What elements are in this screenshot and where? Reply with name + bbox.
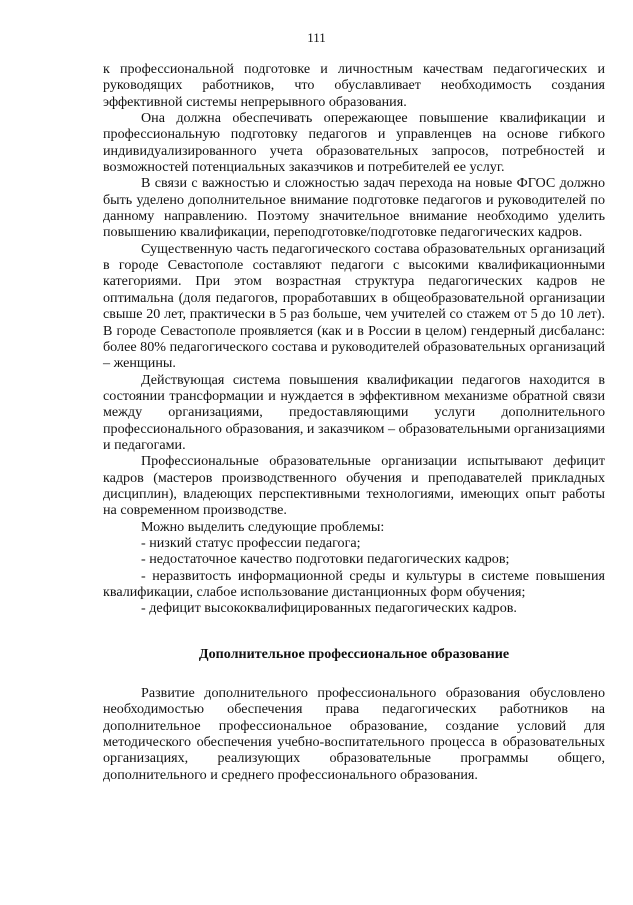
list-item: - недостаточное качество подготовки педагогических кадров;: [141, 551, 510, 568]
paragraph-continuation: к профессиональной подготовке и личностным качествам педагогических и руководящих работников, что обуславливает необходимость создания эффективной системы непрерывного образования.: [103, 61, 605, 110]
paragraph-staff-deficit: Профессиональные образовательные организации испытывают дефицит кадров (мастеров производственного обучения и преподавателей прикладных дисциплин), владеющих перспективными технологиями, имеющих опыт работы на современном производстве.: [103, 453, 605, 519]
problems-list: [103, 535, 605, 617]
paragraph-additional-education: Развитие дополнительного профессионального образования обусловлено необходимостью обеспечения права педагогических работников на дополнительное профессиональное образование, создание условий для методического обеспечения учебно-воспитательного процесса в образовательных организациях, реализующих образовательные программы общего, дополнительного и среднего профессионального образования.: [103, 685, 605, 783]
list-item: - дефицит высококвалифицированных педагогических кадров.: [141, 600, 517, 617]
section-heading: Дополнительное профессиональное образование: [198, 645, 510, 662]
document-body: [103, 61, 605, 783]
paragraph-continuous-education: Она должна обеспечивать опережающее повышение квалификации и профессиональную подготовку педагогов и управленцев на основе гибкого индивидуализированного учета образовательных запросов, потребностей и возможностей потенциальных заказчиков и потребителей ее услуг.: [103, 110, 605, 176]
paragraph-staff-structure: Существенную часть педагогического состава образовательных организаций в городе Севастополе составляют педагоги с высокими квалификационными категориями. При этом возрастная структура педагогических кадров не оптимальна (доля педагогов, проработавших в общеобразовательной организации свыше 20 лет, практически в 5 раз больше, чем учителей со стажем от 5 до 10 лет). В городе Севастополе проявляется (как и в России в целом) гендерный дисбаланс: более 80% педагогического состава и руководителей образовательных организаций – женщины.: [103, 240, 605, 372]
list-item: - неразвитость информационной среды и культуры в системе повышения квалификации, слабое использование дистанционных форм обучения;: [103, 567, 605, 600]
page-number: 111: [307, 30, 326, 45]
paragraph-problems-intro: Можно выделить следующие проблемы:: [141, 518, 385, 535]
paragraph-fgos: В связи с важностью и сложностью задач перехода на новые ФГОС должно быть уделено дополнительное внимание подготовке педагогов и руководителей по данному направлению. Поэтому значительное внимание необходимо уделить повышению квалификации, переподготовке/подготовке педагогических кадров.: [103, 175, 605, 241]
paragraph-qualification-system: Действующая система повышения квалификации педагогов находится в состоянии трансформации и нуждается в эффективном механизме обратной связи между организациями, предоставляющими услуги дополнительного профессионального образования, и заказчиком – образовательными организациями и педагогами.: [103, 371, 605, 453]
list-item: - низкий статус профессии педагога;: [141, 534, 361, 551]
